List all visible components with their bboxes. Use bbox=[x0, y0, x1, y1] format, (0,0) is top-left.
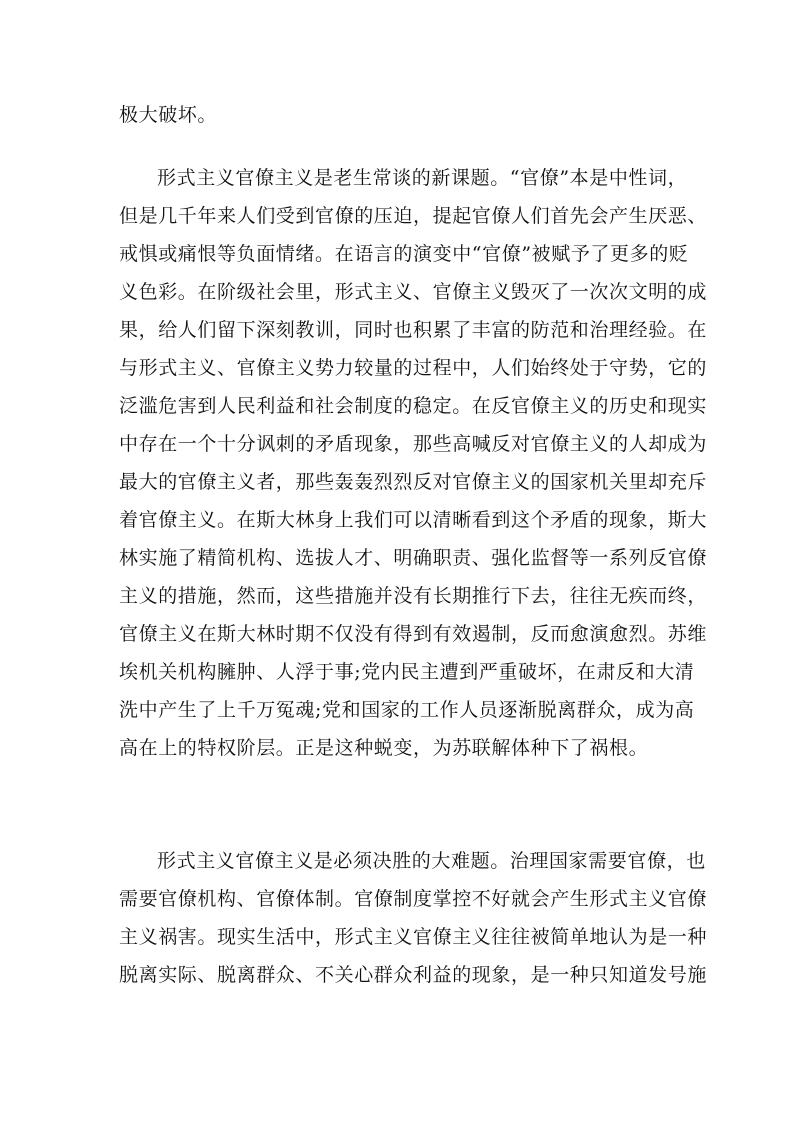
paragraph-line: 埃机关机构臃肿、人浮于事;党内民主遭到严重破坏，在肃反和大清 bbox=[119, 661, 695, 683]
paragraph-line: 官僚主义在斯大林时期不仅没有得到有效遏制，反而愈演愈烈。苏维 bbox=[119, 623, 708, 645]
paragraph-line: 泛滥危害到人民利益和社会制度的稳定。在反官僚主义的历史和现实 bbox=[119, 395, 708, 417]
paragraph-line: 主义祸害。现实生活中，形式主义官僚主义往往被简单地认为是一种 bbox=[119, 926, 708, 948]
paragraph-line: 与形式主义、官僚主义势力较量的过程中，人们始终处于守势，它的 bbox=[119, 357, 708, 379]
paragraph-line: 着官僚主义。在斯大林身上我们可以清晰看到这个矛盾的现象，斯大 bbox=[119, 509, 708, 531]
paragraph-line: 洗中产生了上千万冤魂;党和国家的工作人员逐渐脱离群众，成为高 bbox=[119, 699, 695, 721]
paragraph-line: 主义的措施，然而，这些措施并没有长期推行下去，往往无疾而终， bbox=[119, 585, 708, 607]
paragraph-line: 脱离实际、脱离群众、不关心群众利益的现象，是一种只知道发号施 bbox=[119, 964, 708, 986]
paragraph-line: 中存在一个十分讽刺的矛盾现象，那些高喊反对官僚主义的人却成为 bbox=[119, 433, 708, 455]
paragraph-line: 需要官僚机构、官僚体制。官僚制度掌控不好就会产生形式主义官僚 bbox=[119, 888, 708, 910]
paragraph-line: 但是几千年来人们受到官僚的压迫，提起官僚人们首先会产生厌恶、 bbox=[119, 205, 708, 227]
paragraph-line: 义色彩。在阶级社会里，形式主义、官僚主义毁灭了一次次文明的成 bbox=[119, 281, 708, 303]
paragraph-line: 形式主义官僚主义是老生常谈的新课题。“官僚”本是中性词， bbox=[157, 167, 688, 189]
paragraph-line: 形式主义官僚主义是必须决胜的大难题。治理国家需要官僚，也 bbox=[157, 850, 706, 872]
paragraph-line: 高在上的特权阶层。正是这种蜕变，为苏联解体种下了祸根。 bbox=[119, 737, 649, 759]
paragraph-line: 果，给人们留下深刻教训，同时也积累了丰富的防范和治理经验。在 bbox=[119, 319, 708, 341]
paragraph-line: 最大的官僚主义者，那些轰轰烈烈反对官僚主义的国家机关里却充斥 bbox=[119, 471, 708, 493]
paragraph-line: 林实施了精简机构、选拔人才、明确职责、强化监督等一系列反官僚 bbox=[119, 547, 708, 569]
paragraph-line: 极大破坏。 bbox=[119, 104, 218, 126]
paragraph-line: 戒惧或痛恨等负面情绪。在语言的演变中“官僚”被赋予了更多的贬 bbox=[119, 243, 689, 265]
